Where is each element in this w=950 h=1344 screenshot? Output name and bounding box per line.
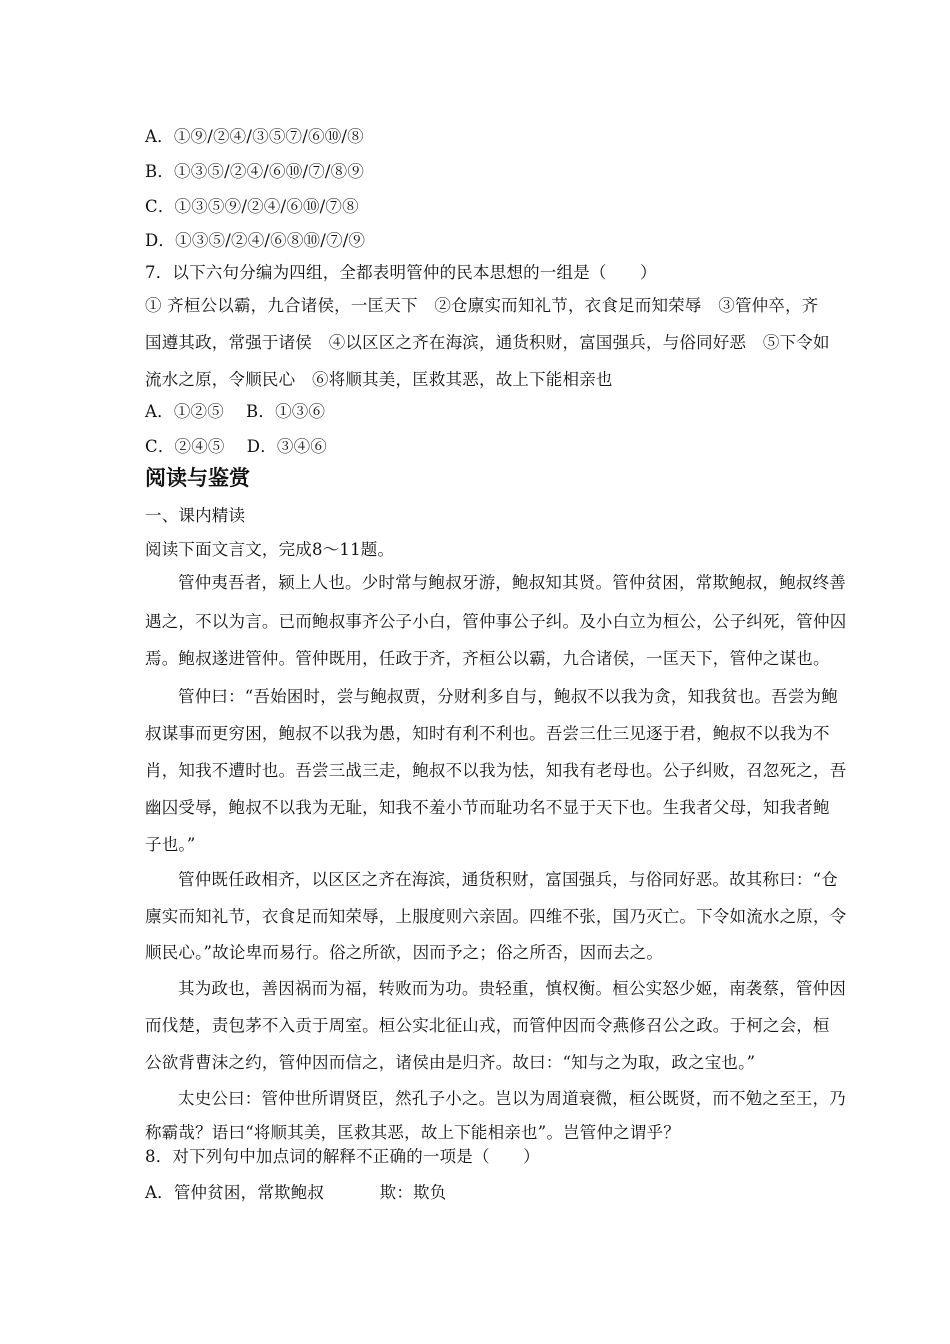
instruction-text: 阅读下面文言文，完成8～11题。 — [145, 540, 395, 559]
q6-option-d: D．①③⑤/②④/⑥⑧⑩/⑦/⑨ — [145, 231, 366, 250]
passage-line: 而伐楚，责包茅不入贡于周室。桓公实北征山戎，而管仲因而令燕修召公之政。于柯之会，桓 — [145, 1016, 830, 1035]
passage-line: 管仲夷吾者，颍上人也。少时常与鲍叔牙游，鲍叔知其贤。管仲贫困，常欺鲍叔，鲍叔终善 — [178, 573, 846, 592]
passage-line: 管仲曰：“吾始困时，尝与鲍叔贾，分财利多自与，鲍叔不以我为贪，知我贫也。吾尝为鲍 — [178, 687, 838, 706]
passage-line: 遇之，不以为言。已而鲍叔事齐公子小白，管仲事公子纠。及小白立为桓公，公子纠死，管仲囚 — [145, 612, 847, 631]
subsection-title: 一、课内精读 — [145, 506, 246, 525]
passage-line: 焉。鲍叔遂进管仲。管仲既用，任政于齐，齐桓公以霸，九合诸侯，一匡天下，管仲之谋也。 — [145, 649, 830, 668]
q7-options-cd: C．②④⑤ D．③④⑥ — [145, 437, 327, 456]
passage-line: 幽囚受辱，鲍叔不以我为无耻，知我不羞小节而耻功名不显于天下也。生我者父母，知我者鲍 — [145, 798, 830, 817]
passage-line: 管仲既任政相齐，以区区之齐在海滨，通货积财，富国强兵，与俗同好恶。故其称曰：“仓 — [178, 870, 838, 889]
q7-options-ab: A．①②⑤ B．①③⑥ — [145, 402, 326, 421]
q8-option-a: A．管仲贫困，常欺鲍叔 欺：欺负 — [145, 1183, 447, 1202]
passage-line: 公欲背曹沫之约，管仲因而信之，诸侯由是归齐。故曰：“知与之为取，政之宝也。” — [145, 1053, 756, 1072]
passage-line: 子也。” — [145, 835, 196, 854]
passage-line: 廪实而知礼节，衣食足而知荣辱，上服度则六亲固。四维不张，国乃灭亡。下令如流水之原，令 — [145, 907, 847, 926]
passage-line: 其为政也，善因祸而为福，转败而为功。贵轻重，慎权衡。桓公实怒少姬，南袭蔡，管仲因 — [178, 979, 846, 998]
q7-line-1: ① 齐桓公以霸，九合诸侯，一匡天下 ②仓廪实而知礼节，衣食足而知荣辱 ③管仲卒，齐 — [145, 296, 819, 315]
q8-stem: 8．对下列句中加点词的解释不正确的一项是（ ） — [145, 1147, 540, 1166]
q7-line-3: 流水之原，令顺民心 ⑥将顺其美，匡救其恶，故上下能相亲也 — [145, 370, 613, 389]
passage-line: 称霸哉？语曰“将顺其美，匡救其恶，故上下能相亲也”。岂管仲之谓乎？ — [145, 1123, 680, 1142]
q6-option-b: B．①③⑤/②④/⑥⑩/⑦/⑧⑨ — [145, 162, 365, 181]
section-title: 阅读与鉴赏 — [145, 466, 250, 490]
q7-stem: 7．以下六句分编为四组，全都表明管仲的民本思想的一组是（ ） — [145, 263, 657, 282]
q6-option-a: A．①⑨/②④/③⑤⑦/⑥⑩/⑧ — [145, 127, 364, 146]
passage-line: 顺民心。”故论卑而易行。俗之所欲，因而予之；俗之所否，因而去之。 — [145, 943, 664, 962]
passage-line: 太史公曰：管仲世所谓贤臣，然孔子小之。岂以为周道衰微，桓公既贤，而不勉之至王，乃 — [178, 1089, 846, 1108]
q7-line-2: 国遵其政，常强于诸侯 ④以区区之齐在海滨，通货积财，富国强兵，与俗同好恶 ⑤下令如 — [145, 333, 830, 352]
passage-line: 肖，知我不遭时也。吾尝三战三走，鲍叔不以我为怯，知我有老母也。公子纠败，召忽死之，吾 — [145, 761, 847, 780]
q6-option-c: C．①③⑤⑨/②④/⑥⑩/⑦⑧ — [145, 197, 359, 216]
passage-line: 叔谋事而更穷困，鲍叔不以我为愚，知时有利不利也。吾尝三仕三见逐于君，鲍叔不以我为不 — [145, 724, 830, 743]
